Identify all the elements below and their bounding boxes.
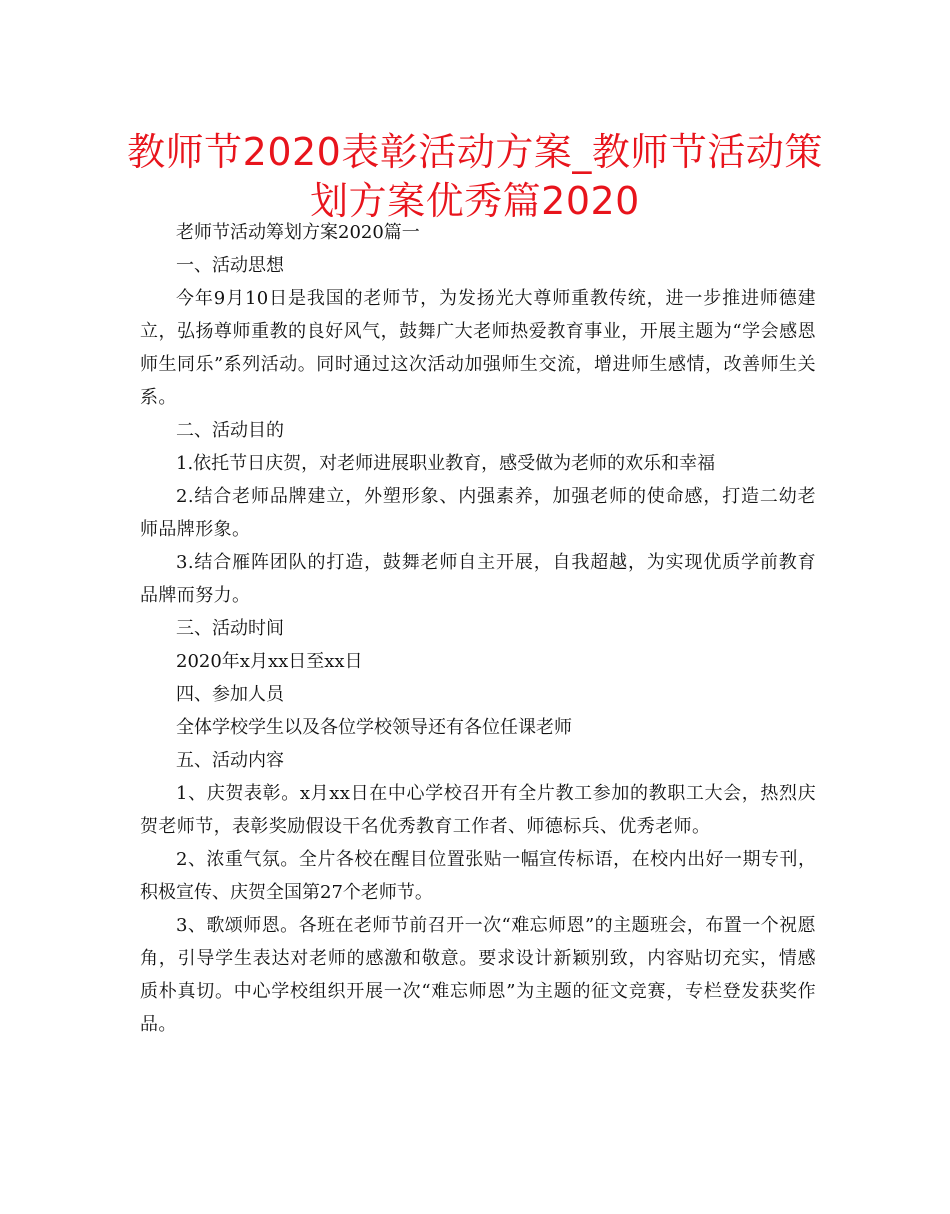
- participants-text: 全体学校学生以及各位学校领导还有各位任课老师: [176, 717, 572, 738]
- document-title: 教师节2020表彰活动方案_教师节活动策划方案优秀篇2020: [127, 130, 823, 223]
- heading-activity-content: 五、活动内容: [176, 750, 284, 771]
- content-item-3: 3、歌颂师恩。各班在老师节前召开一次“难忘师恩”的主题班会，布置一个祝愿角，引导学生表达对老师的感激和敬意。要求设计新颖别致，内容贴切充实，情感质朴真切。中心学校组织开展一次“难忘师恩”为主题的征文竞赛，专栏登发获奖作品。: [140, 915, 816, 1035]
- heading-participants: 四、参加人员: [176, 684, 284, 705]
- heading-activity-idea: 一、活动思想: [176, 255, 284, 276]
- content-item-2: 2、浓重气氛。全片各校在醒目位置张贴一幅宣传标语，在校内出好一期专刊，积极宣传、庆贺全国第27个老师节。: [140, 849, 816, 903]
- content-item-1: 1、庆贺表彰。x月xx日在中心学校召开有全片教工参加的教职工大会，热烈庆贺老师节，表彰奖励假设干名优秀教育工作者、师德标兵、优秀老师。: [140, 783, 816, 837]
- purpose-item-2: 2.结合老师品牌建立，外塑形象、内强素养，加强老师的使命感，打造二幼老师品牌形象。: [140, 486, 816, 540]
- heading-activity-time: 三、活动时间: [176, 618, 284, 639]
- purpose-item-3: 3.结合雁阵团队的打造，鼓舞老师自主开展，自我超越，为实现优质学前教育品牌而努力。: [140, 552, 816, 606]
- purpose-item-1: 1.依托节日庆贺，对老师进展职业教育，感受做为老师的欢乐和幸福: [176, 453, 716, 474]
- paragraph-activity-idea: 今年9月10日是我国的老师节，为发扬光大尊师重教传统，进一步推进师德建立，弘扬尊师重教的良好风气，鼓舞广大老师热爱教育事业，开展主题为“学会感恩师生同乐”系列活动。同时通过这次活动加强师生交流，增进师生感情，改善师生关系。: [140, 288, 816, 408]
- heading-activity-purpose: 二、活动目的: [176, 420, 284, 441]
- document-body: [140, 216, 816, 1041]
- section-subtitle: 老师节活动筹划方案2020篇一: [176, 222, 420, 243]
- activity-time-text: 2020年x月xx日至xx日: [176, 651, 363, 672]
